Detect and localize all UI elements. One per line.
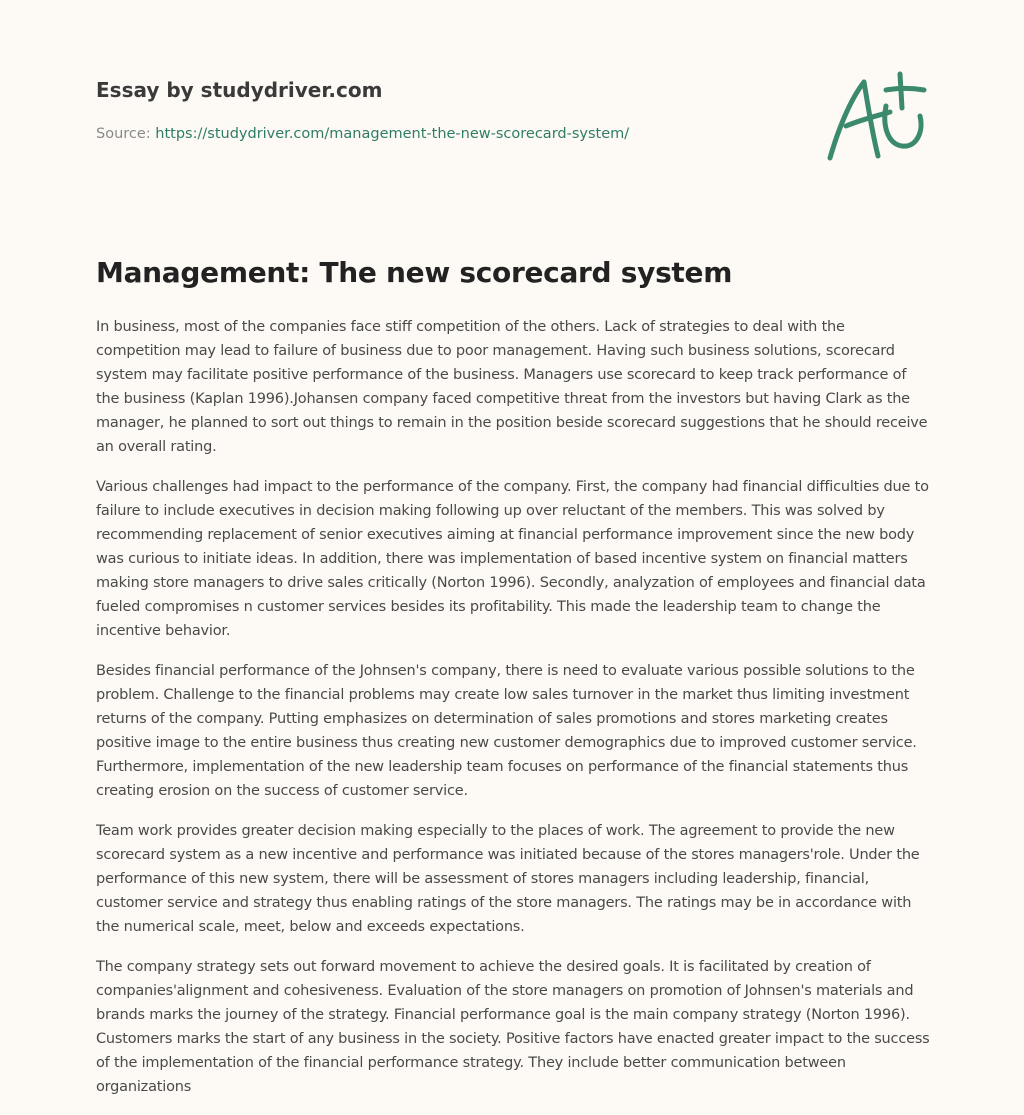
source-label: Source: — [96, 126, 156, 142]
essay-paragraph: Team work provides greater decision making especially to the places of work. The agreement to provide the new scorecard system as a new incentive and performance was initiated because of the stores managers'role. Under the performance of this new system, there will be assessment of stores managers including leadership, financial, customer service and strategy thus enabling ratings of the store managers. The ratings may be in accordance with the numerical scale, meet, below and exceeds expectations. — [96, 823, 920, 935]
essay-paragraph: Besides financial performance of the Johnsen's company, there is need to evaluate various possible solutions to the problem. Challenge to the financial problems may create low sales turnover in the market thus limiting investment returns of the company. Putting emphasizes on determination of sales promotions and stores marketing creates positive image to the entire business thus creating new customer demographics due to improved customer service. Furthermore, implementation of the new leadership team focuses on performance of the financial statements thus creating erosion on the success of customer service. — [96, 663, 917, 799]
essay-paragraph: The company strategy sets out forward movement to achieve the desired goals. It is facilitated by creation of companies'alignment and cohesiveness. Evaluation of the store managers on promotion of Johnsen's materials and brands marks the journey of the strategy. Financial performance goal is the main company strategy (Norton 1996). Customers marks the start of any business in the society. Positive factors have enacted greater impact to the success of the implementation of the financial performance strategy. They include better communication between organizations — [96, 959, 930, 1095]
essay-paragraph: In business, most of the companies face stiff competition of the others. Lack of strategies to deal with the competition may lead to failure of business due to poor management. Having such business solutions, scorecard system may facilitate positive performance of the business. Managers use scorecard to keep track performance of the business (Kaplan 1996).Johansen company faced competitive threat from the investors but having Clark as the manager, he planned to sort out things to remain in the position beside scorecard suggestions that he should receive an overall rating. — [96, 319, 928, 455]
a-plus-logo-icon — [824, 70, 928, 166]
page-title: Management: The new scorecard system — [96, 256, 733, 289]
essay-brand: Essay by studydriver.com — [96, 78, 383, 102]
source-link[interactable]: https://studydriver.com/management-the-new-scorecard-system/ — [155, 126, 630, 142]
source-line — [96, 124, 796, 144]
essay-paragraph: Various challenges had impact to the performance of the company. First, the company had financial difficulties due to failure to include executives in decision making following up over reluctant of the members. This was solved by recommending replacement of senior executives aiming at financial performance improvement since the new body was curious to initiate ideas. In addition, there was implementation of based incentive system on financial matters making store managers to drive sales critically (Norton 1996). Secondly, analyzation of employees and financial data fueled compromises n customer services besides its profitability. This made the leadership team to change the incentive behavior. — [96, 479, 929, 639]
essay-body — [96, 315, 930, 1115]
site-header — [96, 76, 796, 144]
